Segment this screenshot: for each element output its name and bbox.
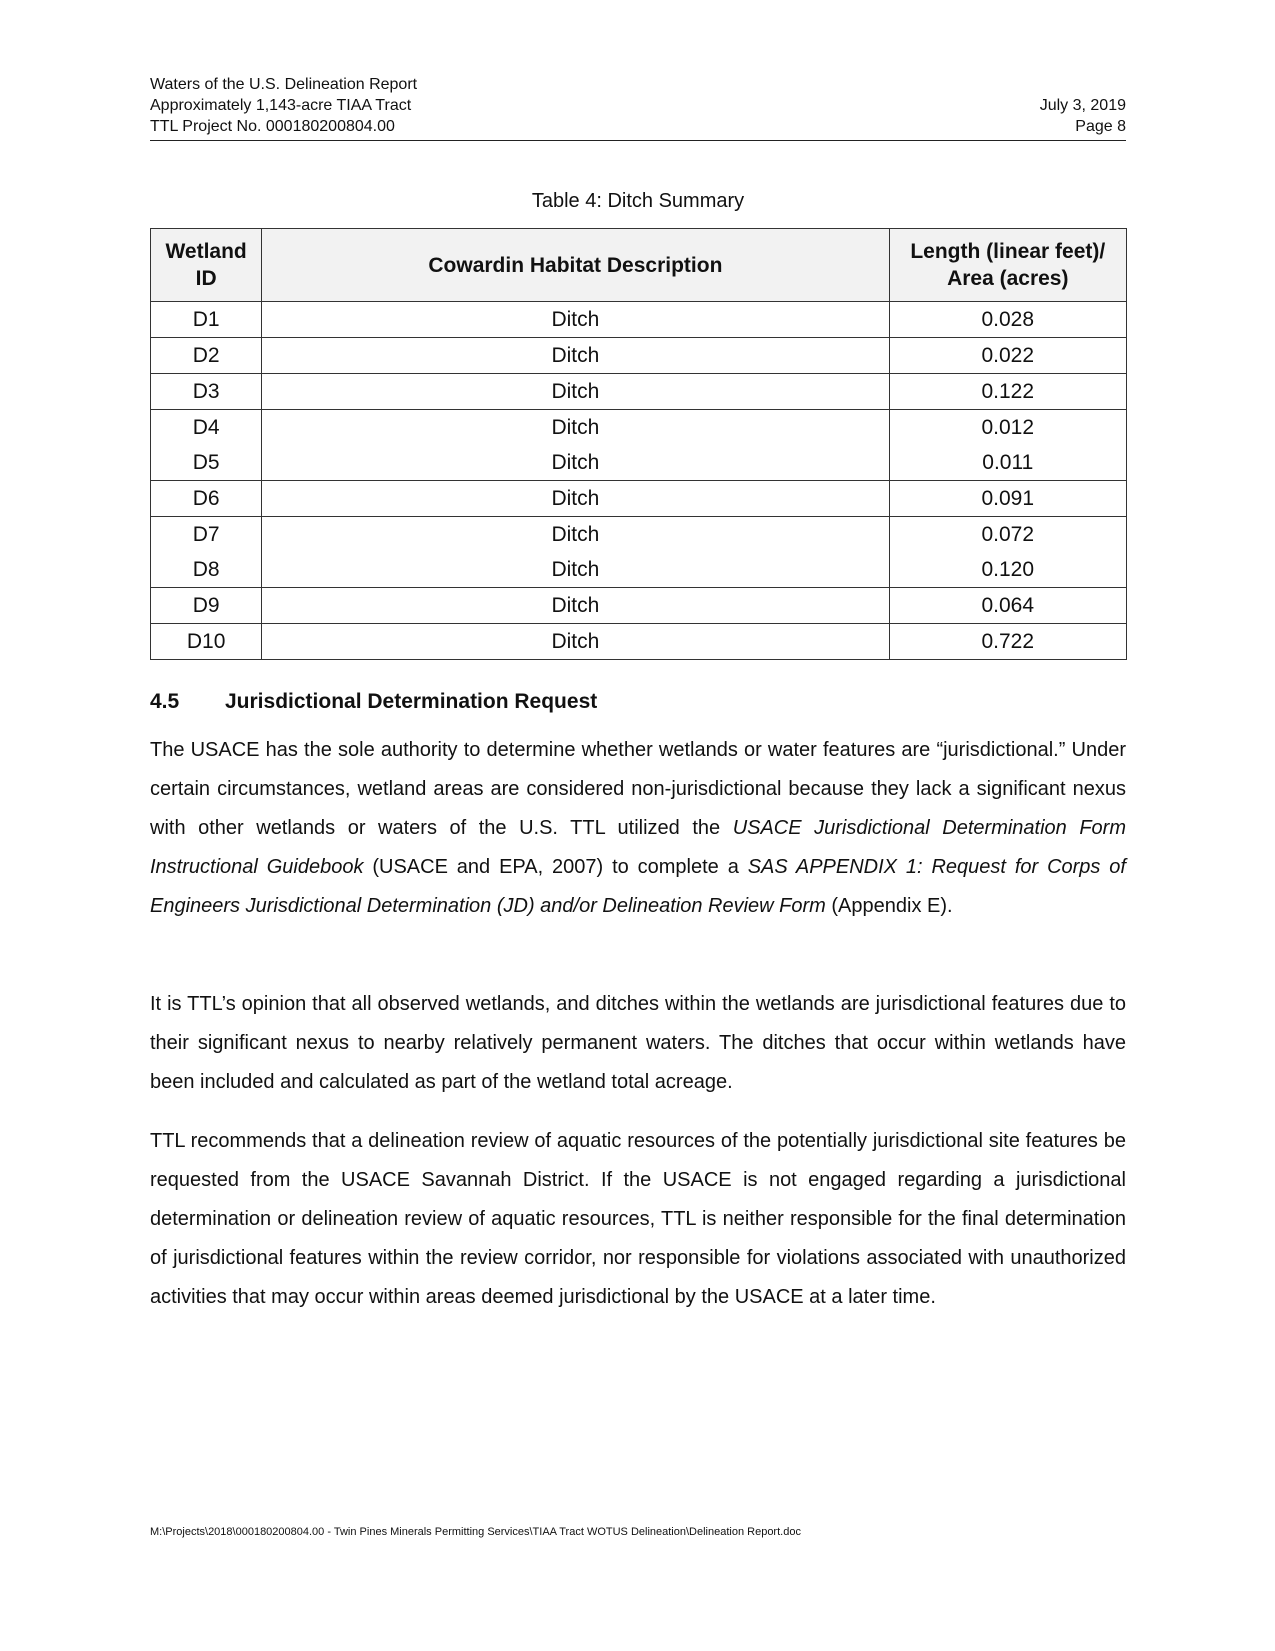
cell-value: 0.022 — [889, 338, 1126, 374]
cell-id: D1 — [151, 302, 262, 338]
header-id-line1: Wetland — [165, 240, 247, 263]
header-length-area — [889, 229, 1126, 302]
paragraph-text: (Appendix E). — [825, 895, 953, 917]
page-number: Page 8 — [1075, 118, 1126, 135]
cell-id: D8 — [151, 552, 262, 588]
table-row — [151, 410, 1127, 446]
section-number: 4.5 — [150, 690, 180, 713]
cell-value: 0.012 — [889, 410, 1126, 446]
cell-desc: Ditch — [262, 302, 889, 338]
header-left — [150, 74, 417, 137]
cell-id: D10 — [151, 624, 262, 660]
table-row — [151, 481, 1127, 517]
appendix-form-title: SAS APPENDIX 1: Request for Corps of Engineers Jurisdictional Determination (JD) and/or Delineation Review Form — [150, 856, 1126, 917]
table-row — [151, 624, 1127, 660]
ditch-summary-table — [150, 228, 1127, 660]
paragraph-authority — [150, 731, 1126, 926]
cell-id: D4 — [151, 410, 262, 446]
table-row — [151, 374, 1127, 410]
section-heading — [150, 690, 597, 714]
cell-value: 0.028 — [889, 302, 1126, 338]
cell-desc: Ditch — [262, 624, 889, 660]
page-header — [150, 74, 1126, 141]
cell-value: 0.011 — [889, 445, 1126, 481]
report-title: Waters of the U.S. Delineation Report — [150, 76, 418, 93]
cell-id: D7 — [151, 517, 262, 553]
cell-desc: Ditch — [262, 374, 889, 410]
cell-value: 0.072 — [889, 517, 1126, 553]
table-caption: Table 4: Ditch Summary — [531, 190, 745, 212]
cell-value: 0.722 — [889, 624, 1126, 660]
table-row — [151, 302, 1127, 338]
paragraph-recommendation: TTL recommends that a delineation review of aquatic resources of the potentially jurisdictional site features be requested from the USACE Savannah District. If the USACE is not engaged regarding a jurisdictional determination or delineation review of aquatic resources, TTL is neither responsible for the final determination of jurisdictional features within the review corridor, nor responsible for violations associated with unauthorized activities that may occur within areas deemed jurisdictional by the USACE at a later time. — [150, 1130, 1126, 1308]
cell-id: D6 — [151, 481, 262, 517]
table-row — [151, 588, 1127, 624]
header-wetland-id — [151, 229, 262, 302]
file-path-footer: M:\Projects\2018\000180200804.00 - Twin Pines Minerals Permitting Services\TIAA Tract WOTUS Delineation\Delineation Report.doc — [150, 1526, 801, 1538]
header-description: Cowardin Habitat Description — [262, 229, 889, 302]
cell-id: D3 — [151, 374, 262, 410]
table-row — [151, 445, 1127, 481]
header-size-line2: Area (acres) — [947, 267, 1069, 290]
cell-desc: Ditch — [262, 410, 889, 446]
table-row — [151, 552, 1127, 588]
cell-id: D9 — [151, 588, 262, 624]
cell-value: 0.091 — [889, 481, 1126, 517]
table-row — [151, 517, 1127, 553]
paragraph-text: (USACE and EPA, 2007) to complete a — [363, 856, 748, 878]
cell-value: 0.120 — [889, 552, 1126, 588]
cell-desc: Ditch — [262, 338, 889, 374]
cell-desc: Ditch — [262, 445, 889, 481]
cell-desc: Ditch — [262, 552, 889, 588]
cell-desc: Ditch — [262, 517, 889, 553]
cell-desc: Ditch — [262, 481, 889, 517]
guidebook-title: USACE Jurisdictional Determination Form Instructional Guidebook — [150, 817, 1127, 878]
header-size-line1: Length (linear feet)/ — [910, 240, 1106, 263]
table-header-row — [151, 229, 1127, 302]
table-row — [151, 338, 1127, 374]
section-title: Jurisdictional Determination Request — [225, 690, 598, 713]
header-right — [1040, 95, 1126, 137]
report-date: July 3, 2019 — [1039, 97, 1126, 114]
cell-id: D2 — [151, 338, 262, 374]
cell-value: 0.064 — [889, 588, 1126, 624]
header-id-line2: ID — [195, 267, 217, 290]
tract-name: Approximately 1,143-acre TIAA Tract — [150, 97, 412, 114]
cell-desc: Ditch — [262, 588, 889, 624]
cell-id: D5 — [151, 445, 262, 481]
cell-value: 0.122 — [889, 374, 1126, 410]
paragraph-text: The USACE has the sole authority to determine whether wetlands or water features are “jurisdictional.” Under certain circumstances, wetland areas are considered non-jurisdictional because they lack a significant nexus with other wetlands or waters of the U.S. TTL utilized the — [150, 739, 1126, 839]
project-number: TTL Project No. 000180200804.00 — [150, 118, 395, 135]
paragraph-opinion: It is TTL’s opinion that all observed wetlands, and ditches within the wetlands are jurisdictional features due to their significant nexus to nearby relatively permanent waters. The ditches that occur within wetlands have been included and calculated as part of the wetland total acreage. — [150, 993, 1126, 1093]
